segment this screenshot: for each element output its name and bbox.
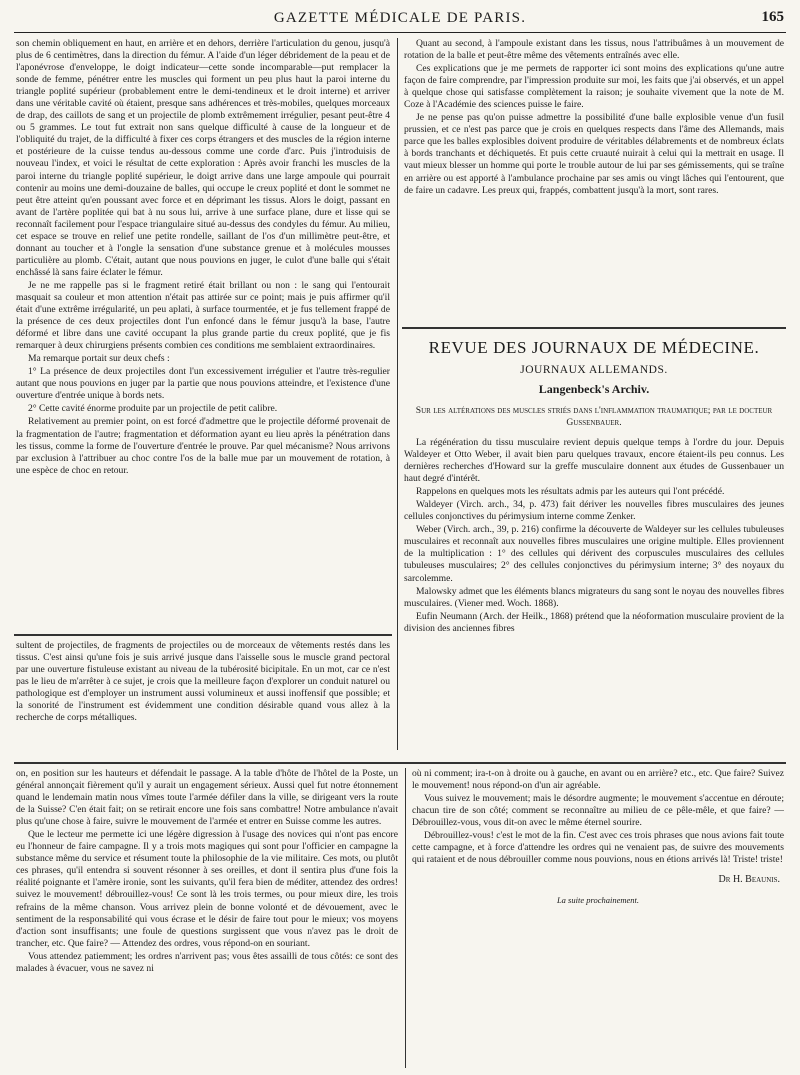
article-column-bottom-right <box>412 768 784 1068</box>
paragraph: Malowsky admet que les éléments blancs migrateurs du sang sont le noyau des nouvelles fibres musculaires. (Viener med. Woch. 1868). <box>404 585 784 609</box>
rule-right-section <box>402 327 786 329</box>
paragraph: où ni comment; ira-t-on à droite ou à gauche, en avant ou en arrière? etc., etc. Que faire? Suivez le mouvement! nous répond-on d'un air agréable. <box>412 768 784 792</box>
article-heading: Sur les altérations des muscles striés dans l'inflammation traumatique; par le docteur Gussenbauer. <box>415 405 773 428</box>
journal-title: GAZETTE MÉDICALE DE PARIS. <box>273 10 527 26</box>
author-signature: Dr H. Beaunis. <box>718 874 780 886</box>
paragraph: Vous suivez le mouvement; mais le désordre augmente; le mouvement s'accentue en déroute; chacun tire de son côté; comment se reconnaître au milieu de ce pêle-mêle, et que faire? — Débrouillez-vous, vous dit-on avec le même éternel sourire. <box>412 793 784 829</box>
paragraph: Que le lecteur me permette ici une légère digression à l'usage des novices qui n'ont pas encore eu l'honneur de faire campagne. Il y a trois mots magiques qui sont pour l'officier en campagne la substance même du service et résument toute la philosophie de la vie militaire. Ces mots, ou plutôt ces phrases, qu'il entendra si souvent résonner à ses oreilles, et dont il sentira plus d'une fois la réalité poignante et l'amère ironie, sont les suivants, qu'il fera bien de méditer, attendez des ordres! suivez le mouvement! débrouillez-vous! Ce sont là les trois termes, ou pour mieux dire, les trois refrains de la même chanson. Vous arrivez plein de bonne volonté et de dévouement, avec le sentiment de la responsabilité qui vous écrase et le désir de faire tout pour le mieux; vos moyens d'action sont insuffisants; une foule de questions surgissent que vous n'avez pas le droit de trancher, etc. Que faire? — Attendez des ordres, vous répond-on en souriant. <box>16 829 398 949</box>
paragraph: on, en position sur les hauteurs et défendait le passage. A la table d'hôte de l'hôtel de la Poste, un général annonçait fièrement qu'il y aurait un engagement sérieux. Aussi quel fut notre étonnement quand le lendemain matin nous vîmes toute l'armée défiler dans la ville, se dirigeant vers la route de la Suisse? C'en était fait; on se retirait encore une fois sans combattre! Notre ambulance n'avait plus qu'une chose à faire, suivre le mouvement de l'armée et entrer en Suisse comme les autres. <box>16 768 398 828</box>
paragraph: Je ne pense pas qu'on puisse admettre la possibilité d'une balle explosible venue d'un fusil prussien, et ce n'est pas parce que je crois en quelques respects dans l'âme des Allemands, mais parce que les balles explosibles doivent produire de véritables délabrements et de nombreux éclats à bords tranchants et déchiquetés. Et puis cette cruauté nuirait à celui qui la mettrait en usage. Il vaut mieux blesser un homme qui porte le trouble autour de lui par ses gémissements, qui se traîne en arrière ou est apporté à l'ambulance prochaine par ses amis ou vingt lâches qui l'entourent, que de faire un cadavre. Les preux qui, frappés, combattent jusqu'à la mort, sont rares. <box>404 112 784 196</box>
page-header <box>14 8 786 33</box>
paragraph: son chemin obliquement en haut, en arrière et en dehors, derrière l'articulation du genou, jusqu'à plus de 6 centimètres, dans la direction du fémur. A l'aide d'un léger débridement de la peau et de l'aponévrose d'enveloppe, le doigt indicateur—cette sonde incomparable—put remplacer la sonde de femme, pénétrer entre les muscles qui forment un peu plus haut la paroi interne du triangle poplité supérieur (probablement entre le demi-tendineux et le droit interne) et arriver dans une véritable cavité où étaient, presque sans adhérences et très-mobiles, quelques morceaux de drap, des caillots de sang et un projectile de plomb extrêmement irrégulier, pesant peut-être 4 ou 5 grammes. Le tout fut extrait non sans quelque difficulté à cause de la longueur et de l'obliquité du trajet, de la difficulté à fixer ces corps étrangers et des muscles de la région interne et postérieure de la cuisse tendus au-dessous comme une corde d'arc. Puis j'introduisis de nouveau l'index, et voici le résultat de cette exploration : Après avoir franchi les muscles de la paroi interne du triangle poplité supérieur, le doigt arrive dans une large ampoule qui pourrait contenir au moins une demi-douzaine de balles, qui occupe le creux poplité et dont le sommet ne peut être atteint qu'en poussant avec force et en déprimant les tissus. Alors le doigt, passant en avant de l'artère poplitée qui bat à nu sous lui, arrive à une surface plane, dure et lisse qui se reconnaît facilement pour l'espace triangulaire situé au-dessus des condyles du fémur. Au milieu, cet espace se trouve en relief une petite rondelle, saillant de l'os d'un millimètre peut-être, et donnant au toucher et à l'ongle la sensation d'une substance grenue et à molécules mousses particulière au plomb. C'était, autant que nous pouvions en juger, le culot d'une balle qui s'était enchâssé là sans faire éclater le fémur. <box>16 38 390 278</box>
revue-subtitle: JOURNAUX ALLEMANDS. <box>520 364 668 376</box>
paragraph: Débrouillez-vous! c'est le mot de la fin. C'est avec ces trois phrases que nous avions fait toute cette campagne, et à force d'attendre les ordres qui ne venaient pas, de suivre des mouvements qui rataient et de nous débrouiller comme nous pouvions, nous en étions arrivés là! Triste! triste! <box>412 830 784 866</box>
column-divider-bottom <box>405 768 406 1068</box>
revue-section <box>404 334 784 758</box>
paragraph: Vous attendez patiemment; les ordres n'arrivent pas; vous êtes assailli de tous côtés: ce sont des malades à évacuer, vous ne savez ni <box>16 950 398 974</box>
paragraph: Weber (Virch. arch., 39, p. 216) confirme la découverte de Waldeyer sur les cellules tubuleuses musculaires et reconnaît aux nouvelles fibres musculaires une origine multiple. Elles proviennent de la multiplication : 1° des cellules qui dérivent des corpuscules musculaires des cellules tubuleuses musculaires; 2° des cellules conjonctives du périmysium interne; 3° des noyaux du sarcolemme. <box>404 524 784 584</box>
article-column-top-left <box>16 38 390 632</box>
page-number: 165 <box>761 9 784 25</box>
paragraph: Waldeyer (Virch. arch., 34, p. 473) fait dériver les nouvelles fibres musculaires des jeunes cellules conjonctives du périmysium interne comme Zenker. <box>404 499 784 523</box>
revue-title: REVUE DES JOURNAUX DE MÉDECINE. <box>428 338 760 357</box>
archiv-heading: Langenbeck's Archiv. <box>538 382 650 396</box>
paragraph: Quant au second, à l'ampoule existant dans les tissus, nous l'attribuâmes à un mouvement de rotation de la balle et peut-être même des vêtements entraînés avec elle. <box>404 38 784 62</box>
article-column-top-right <box>404 38 784 324</box>
paragraph: Relativement au premier point, on est forcé d'admettre que le projectile déformé provenait de la fragmentation de l'autre; fragmentation et déformation ayant eu lieu après la pénétration dans les tissus, comme la forme de l'ouverture d'entrée le prouve. Par quel mécanisme? Nous arrivons par exclusion à l'attribuer au choc contre l'os de la balle mue par un mouvement de rotation, à une espèce de choc en retour. <box>16 416 390 476</box>
list-item: 2° Cette cavité énorme produite par un projectile de petit calibre. <box>28 403 278 415</box>
paragraph: Ma remarque portait sur deux chefs : <box>28 353 170 365</box>
paragraph: La régénération du tissu musculaire revient depuis quelque temps à l'ordre du jour. Depuis Waldeyer et Otto Weber, il avait bien paru quelques travaux, encore étaient-ils peu connus. Les dernières recherches d'Howard sur la greffe musculaire donnent aux études de Gussenbauer un haut degré d'intérêt. <box>404 437 784 485</box>
continuation-note: La suite prochainement. <box>556 895 640 906</box>
paragraph: Je ne me rappelle pas si le fragment retiré était brillant ou non : le sang qui l'entourait masquait sa couleur et mon attention n'était pas attirée sur ce point; mais je puis affirmer qu'il était d'une extrême irrégularité, un peu aplati, à surface tourmentée, et je fus tellement frappé de la présence de ces deux projectiles dont l'un enfoncé dans le fémur jusqu'à la base, l'autre déformé et libre dans une cavité occupant la plus grande partie du creux poplité, que je fis remarquer à deux chirurgiens présents combien ces conditions me semblaient extraordinaires. <box>16 279 390 352</box>
column-divider-top <box>397 38 398 750</box>
paragraph: Ces explications que je me permets de rapporter ici sont moins des explications qu'une autre façon de faire comprendre, par l'impression produite sur moi, les faits que j'ai observés, et un appel à quelque chose qui satisfasse complètement la raison; je souhaite vivement que la note de M. Coze à l'Académie des sciences puisse le faire. <box>404 63 784 111</box>
rule-left-section <box>14 634 392 636</box>
article-column-bottom-left <box>16 768 398 1068</box>
article-column-mid-left <box>16 640 390 758</box>
paragraph: sultent de projectiles, de fragments de projectiles ou de morceaux de vêtements restés dans les tissus. C'est ainsi qu'une fois je suis arrivé jusque dans l'aisselle sous le muscle grand pectoral par une ouverture fistuleuse existant au niveau de la tubérosité bicipitale. En un mot, car ce n'est pas le lieu de m'arrêter à ce sujet, je crois que la meilleure façon d'explorer un conduit naturel ou pathologique est d'employer un instrument aussi volumineux et aussi inoffensif que possible; et la sonorité de l'instrument est évidemment une condition désirable quand vous allez à la recherche de corps métalliques. <box>16 640 390 724</box>
paragraph: Eufin Neumann (Arch. der Heilk., 1868) prétend que la néoformation musculaire provient de la division des anciennes fibres <box>404 610 784 634</box>
list-item: 1° La présence de deux projectiles dont l'un excessivement irrégulier et l'autre très-regulier autant que nous pouvions en juger par la partie que nous pouvions atteindre, et l'existence d'une ouverture d'entrée unique à bords nets. <box>16 366 390 402</box>
paragraph: Rappelons en quelques mots les résultats admis par les auteurs qui l'ont précédé. <box>416 486 725 498</box>
rule-bottom-section <box>14 762 786 764</box>
